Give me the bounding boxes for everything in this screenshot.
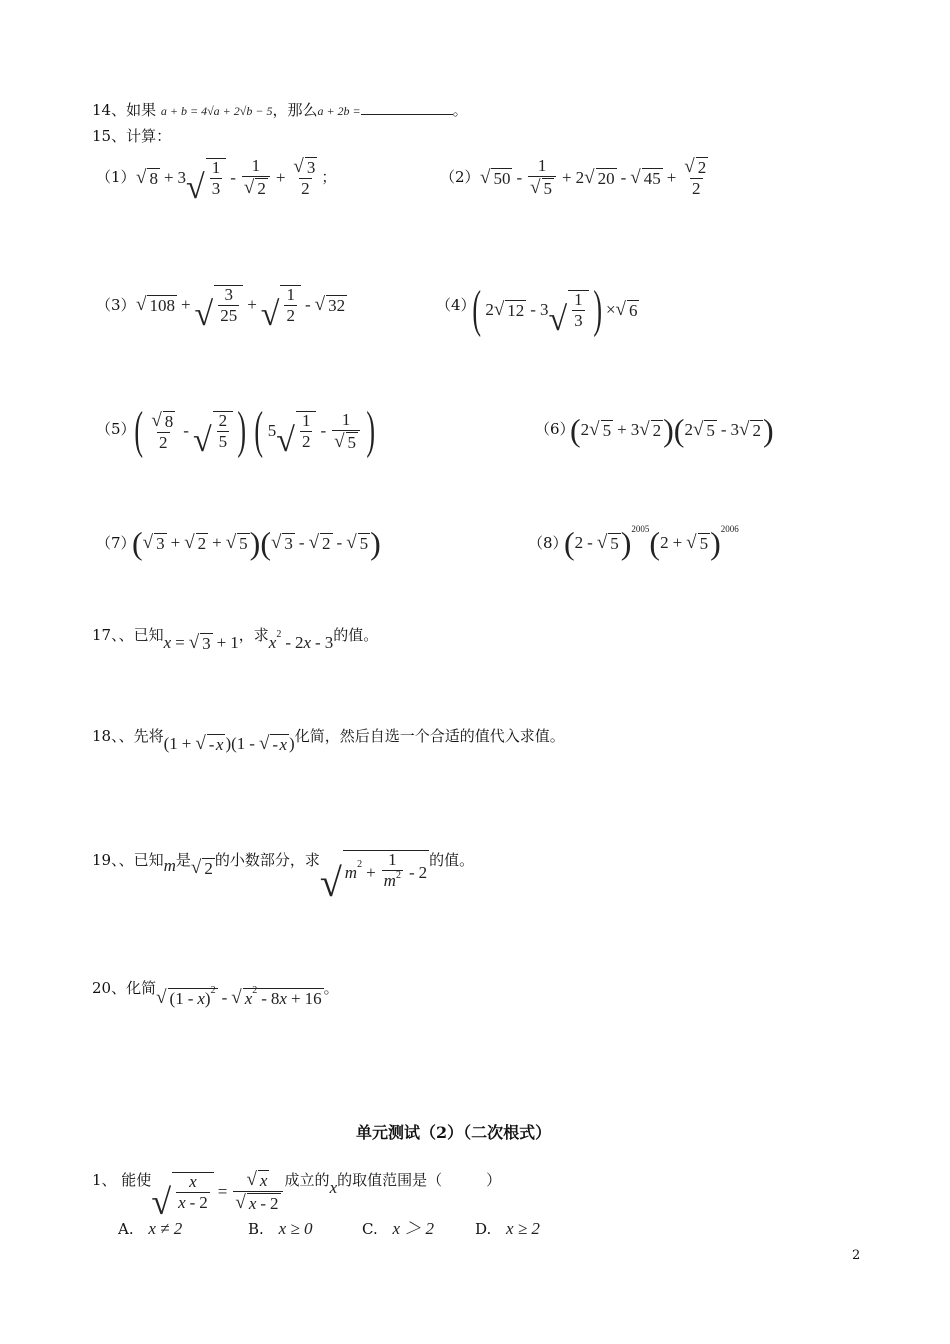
question-18: 18、、先将 (1 + √ - x )(1 - √ - x ) 化简，然后自选一个合适的值代入求值。 <box>92 727 565 754</box>
q17-x-value: x = √ 3 + 1 <box>163 632 239 653</box>
sub-label-6: （6） <box>535 420 575 438</box>
option-b-value: x ≥ 0 <box>278 1219 313 1238</box>
sub-label-8: （8） <box>528 534 568 552</box>
q1-equation: √ $\frac{x}{x - 2}$ = √ x √ x - 2 <box>151 1170 284 1213</box>
option-a-value: x ≠ 2 <box>148 1219 183 1238</box>
option-c-value: x ＞ 2 <box>392 1219 435 1238</box>
expression-7: ( √ 3 + √ 2 + √ 5 ) ( √ 3 - √ 2 - √ 5 ) <box>132 525 381 561</box>
sub-label-3: （3） <box>96 296 136 314</box>
question-20: 20、化简 √ (1 - x ) 2 - √ x 2 - 8 x + 16 。 <box>92 979 339 1008</box>
q20-expression: √ (1 - x ) 2 - √ x 2 - 8 x + 16 <box>156 985 322 1008</box>
expression-5: ( √ 8 2 - √ $\frac{2}{5}$ ) ( 5 √ $\frac{1}{2}$ - 1 √ 5 ) <box>134 402 376 459</box>
option-d[interactable]: D. x ≥ 2 <box>475 1219 540 1238</box>
expression-2: √ 50 - 1 √ 5 + 2 √ 20 - √ 45 + √ 2 2 <box>480 156 707 198</box>
q14-condition: a + b = 4√a + 2√b − 5 <box>160 104 273 118</box>
q1-x: x <box>329 1177 338 1197</box>
question-14: 14、如果 a + b = 4√a + 2√b − 5，那么a + 2b = 。 <box>92 101 468 119</box>
expression-1: √ 8 + 3 √ $\frac{1}{3}$ - 1 √ 2 + √ 3 2 ； <box>136 156 337 206</box>
unit-test-title: 单元测试（2）（二次根式） <box>356 1123 552 1142</box>
answer-blank[interactable] <box>361 101 453 115</box>
sub-label-1: （1） <box>96 168 136 186</box>
q18-expression: (1 + √ - x )(1 - √ - x ) <box>163 733 295 754</box>
expression-3: √ 108 + √ $\frac{3}{25}$ + √ $\frac{1}{2}$ - √ 32 <box>136 285 346 333</box>
option-c[interactable]: C. x ＞ 2 <box>362 1219 435 1238</box>
q19-sqrt2: √ 2 <box>190 856 213 878</box>
option-d-value: x ≥ 2 <box>506 1219 540 1238</box>
expression-8: ( 2 - √ 5 ) 2005 ( 2 + √ 5 ) 2006 <box>564 524 739 561</box>
q19-expression: √ m 2 + $\frac{1}{m^2}$ - 2 <box>319 850 428 905</box>
option-a[interactable]: A. x ≠ 2 <box>118 1219 183 1238</box>
question-19: 19、、已知 m 是 √ 2 的小数部分，求 √ m 2 + $\frac{1}{m^2}$ - 2 的值。 <box>92 850 475 905</box>
question-15-label: 15、计算： <box>92 127 172 145</box>
option-b[interactable]: B. x ≥ 0 <box>248 1219 313 1238</box>
sub-label-2: （2） <box>440 168 480 186</box>
question-17: 17、、已知 x = √ 3 + 1 ，求 x 2 - 2 x - 3 的值。 <box>92 626 379 653</box>
expression-4: ( 2 √ 12 - 3 √ $\frac{1}{3}$ ) × √ 6 <box>472 281 638 338</box>
expression-6: ( 2 √ 5 + 3 √ 2 ) ( 2 √ 5 - 3 √ 2 ) <box>570 412 774 448</box>
sub-label-5: （5） <box>96 420 136 438</box>
page-number: 2 <box>852 1248 861 1263</box>
question-1: 1、 能使 √ $\frac{x}{x - 2}$ = √ x √ x - 2 成立的 x 的取值范围是（ ） <box>92 1169 502 1222</box>
sub-label-7: （7） <box>96 534 136 552</box>
q17-expression: x 2 - 2 x - 3 <box>268 629 334 652</box>
q14-target: a + 2b = <box>317 104 361 118</box>
sub-label-4: （4） <box>436 296 476 314</box>
q19-m: m <box>163 855 176 875</box>
